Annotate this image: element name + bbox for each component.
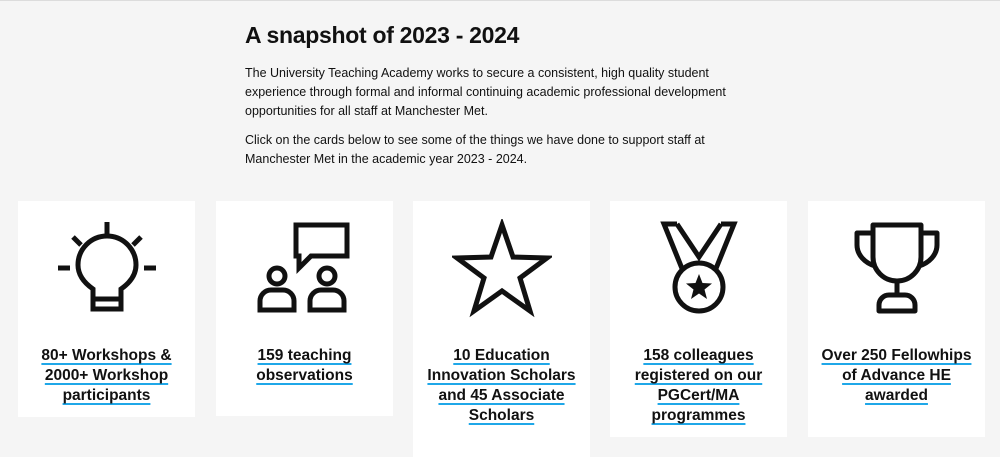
page-title: A snapshot of 2023 - 2024 [245,22,520,48]
medal-icon [649,219,749,319]
card-teaching-observations[interactable] [216,201,393,416]
trophy-icon [847,219,947,319]
card-label[interactable]: 80+ Workshops & 2000+ Workshop participants [41,347,172,404]
card-pgcert-colleagues[interactable] [610,201,787,437]
lightbulb-icon [57,219,157,319]
card-fellowships[interactable] [808,201,985,437]
intro-section [245,21,735,179]
star-icon [452,219,552,319]
card-workshops[interactable] [18,201,195,417]
observation-icon [255,219,355,319]
card-label[interactable]: 10 Education Innovation Scholars and 45 Associate Scholars [427,347,576,424]
card-education-scholars[interactable] [413,201,590,457]
card-label[interactable]: 158 colleagues registered on our PGCert/MA programmes [634,347,763,424]
intro-paragraph: The University Teaching Academy works to secure a consistent, high quality student experience through formal and informal continuing academic professional development opportunities for all staff at Manchester Met. [245,66,726,118]
card-label[interactable]: 159 teaching observations [256,347,353,384]
instructions-paragraph: Click on the cards below to see some of the things we have done to support staff at Manchester Met in the academic year 2023 - 2024. [245,133,705,166]
card-label[interactable]: Over 250 Fellowhips of Advance HE awarded [821,347,972,404]
